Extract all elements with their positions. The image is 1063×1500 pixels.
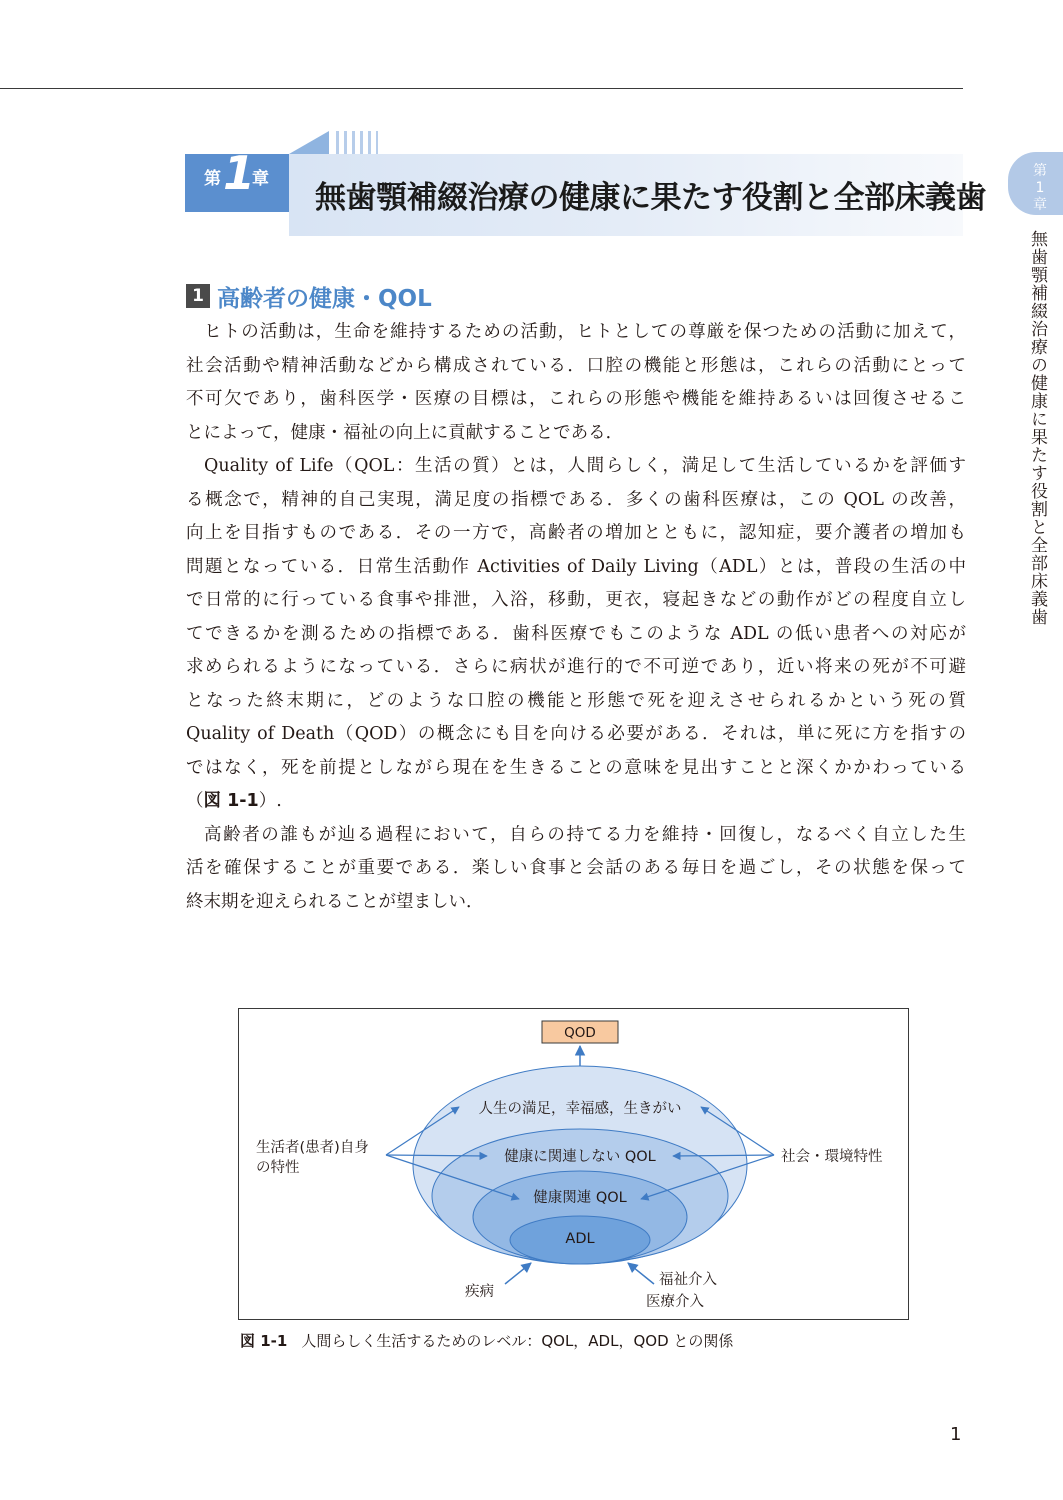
figure-caption-text: 人間らしく生活するためのレベル：QOL，ADL，QOD との関係 xyxy=(301,1332,734,1350)
section-title: 高齢者の健康・QOL xyxy=(217,285,432,312)
paren-close: ）. xyxy=(258,791,282,811)
text-line: 問題となっている．日常生活動作 Activities of Daily Living（ADL）とは，普段の生活の中 xyxy=(186,556,966,577)
section-heading xyxy=(186,280,432,312)
text-line: ではなく，死を前提としながら現在を生きることの意味を見出すことと深くかかわっている xyxy=(186,757,966,778)
page-number: 1 xyxy=(950,1424,962,1445)
figure-caption-label: 図 1-1 xyxy=(240,1332,288,1350)
running-title: 無歯顎補綴治療の健康に果たす役割と全部床義歯 xyxy=(1027,230,1047,626)
text-line: となった終末期に，どのような口腔の機能と形態で死を迎えさせられるかという死の質 xyxy=(186,690,966,711)
left-label-line1: 生活者(患者)自身 xyxy=(256,1140,369,1156)
text-line: 高齢者の誰もが辿る過程において，自らの持てる力を維持・回復し，なるべく自立した生 xyxy=(204,824,966,845)
text-line: る概念で，精神的自己実現，満足度の指標である．多くの歯科医療は，この QOL の改善， xyxy=(186,489,966,510)
section-number: 1 xyxy=(186,284,210,308)
header-rule xyxy=(0,88,963,89)
chapter-stripes-decoration xyxy=(336,131,378,154)
chapter-label-suffix: 章 xyxy=(252,169,269,189)
text-line: てできるかを測るための指標である．歯科医療でもこのような ADL の低い患者への対応が xyxy=(186,623,966,644)
bottom-right-line2: 医療介入 xyxy=(646,1294,704,1310)
text-line xyxy=(186,785,966,819)
layer-3-label: 健康関連 QOL xyxy=(533,1190,627,1206)
chapter-number: 1 xyxy=(223,146,256,200)
text-line: 向上を目指すものである．その一方で，高齢者の増加とともに，認知症，要介護者の増加も xyxy=(186,523,966,543)
text-line: 求められるようになっている．さらに病状が進行的で不可逆であり，近い将来の死が不可避 xyxy=(186,657,966,677)
arrow-disease xyxy=(505,1263,531,1284)
chapter-wedge-decoration xyxy=(289,131,329,154)
text-line: 終末期を迎えられることが望ましい． xyxy=(186,891,484,912)
figure-caption xyxy=(240,1330,733,1351)
text-line: ヒトの活動は，生命を維持するための活動，ヒトとしての尊厳を保つための活動に加えて， xyxy=(204,322,966,342)
bottom-left-label: 疾病 xyxy=(465,1284,494,1300)
text-line: 不可欠であり，歯科医学・医療の目標は，これらの形態や機能を維持あるいは回復させるこ xyxy=(186,389,966,409)
side-tab-char: 章 xyxy=(1033,197,1047,213)
chapter-label xyxy=(185,146,289,212)
qol-diagram xyxy=(239,1009,910,1321)
arrow-intervention xyxy=(628,1263,654,1284)
paren-open: （ xyxy=(186,791,204,811)
layer-outer-label: 人生の満足，幸福感，生きがい xyxy=(478,1101,682,1117)
text-line: Quality of Death（QOD）の概念にも目を向ける必要がある．それは，単に死に方を指すの xyxy=(186,724,966,744)
figure-1-1 xyxy=(238,1008,909,1320)
left-label-line2: の特性 xyxy=(256,1160,300,1176)
qod-label: QOD xyxy=(564,1025,596,1041)
figure-reference-link[interactable]: 図 1-1 xyxy=(203,791,259,811)
text-line: Quality of Life（QOL：生活の質）とは，人間らしく，満足して生活しているかを評価す xyxy=(204,456,966,476)
chapter-title: 無歯顎補綴治療の健康に果たす役割と全部床義歯 xyxy=(315,180,986,216)
side-chapter-tab[interactable] xyxy=(1008,152,1063,215)
right-label: 社会・環境特性 xyxy=(781,1149,883,1165)
text-line: 社会活動や精神活動などから構成されている．口腔の機能と形態は，これらの活動にとって xyxy=(186,355,966,376)
text-line: で日常的に行っている食事や排泄，入浴，移動，更衣，寝起きなどの動作がどの程度自立し xyxy=(186,590,966,610)
bottom-right-line1: 福祉介入 xyxy=(659,1272,717,1288)
text-line: 活を確保することが重要である．楽しい食事と会話のある毎日を過ごし，その状態を保って xyxy=(186,858,966,878)
chapter-label-prefix: 第 xyxy=(204,169,221,189)
layer-2-label: 健康に関連しない QOL xyxy=(504,1149,656,1165)
side-tab-char: 1 xyxy=(1035,180,1045,196)
text-line: とによって，健康・福祉の向上に貢献することである． xyxy=(186,422,624,443)
layer-core-label: ADL xyxy=(565,1231,595,1247)
side-tab-char: 第 xyxy=(1033,163,1047,179)
body-text xyxy=(186,316,966,919)
